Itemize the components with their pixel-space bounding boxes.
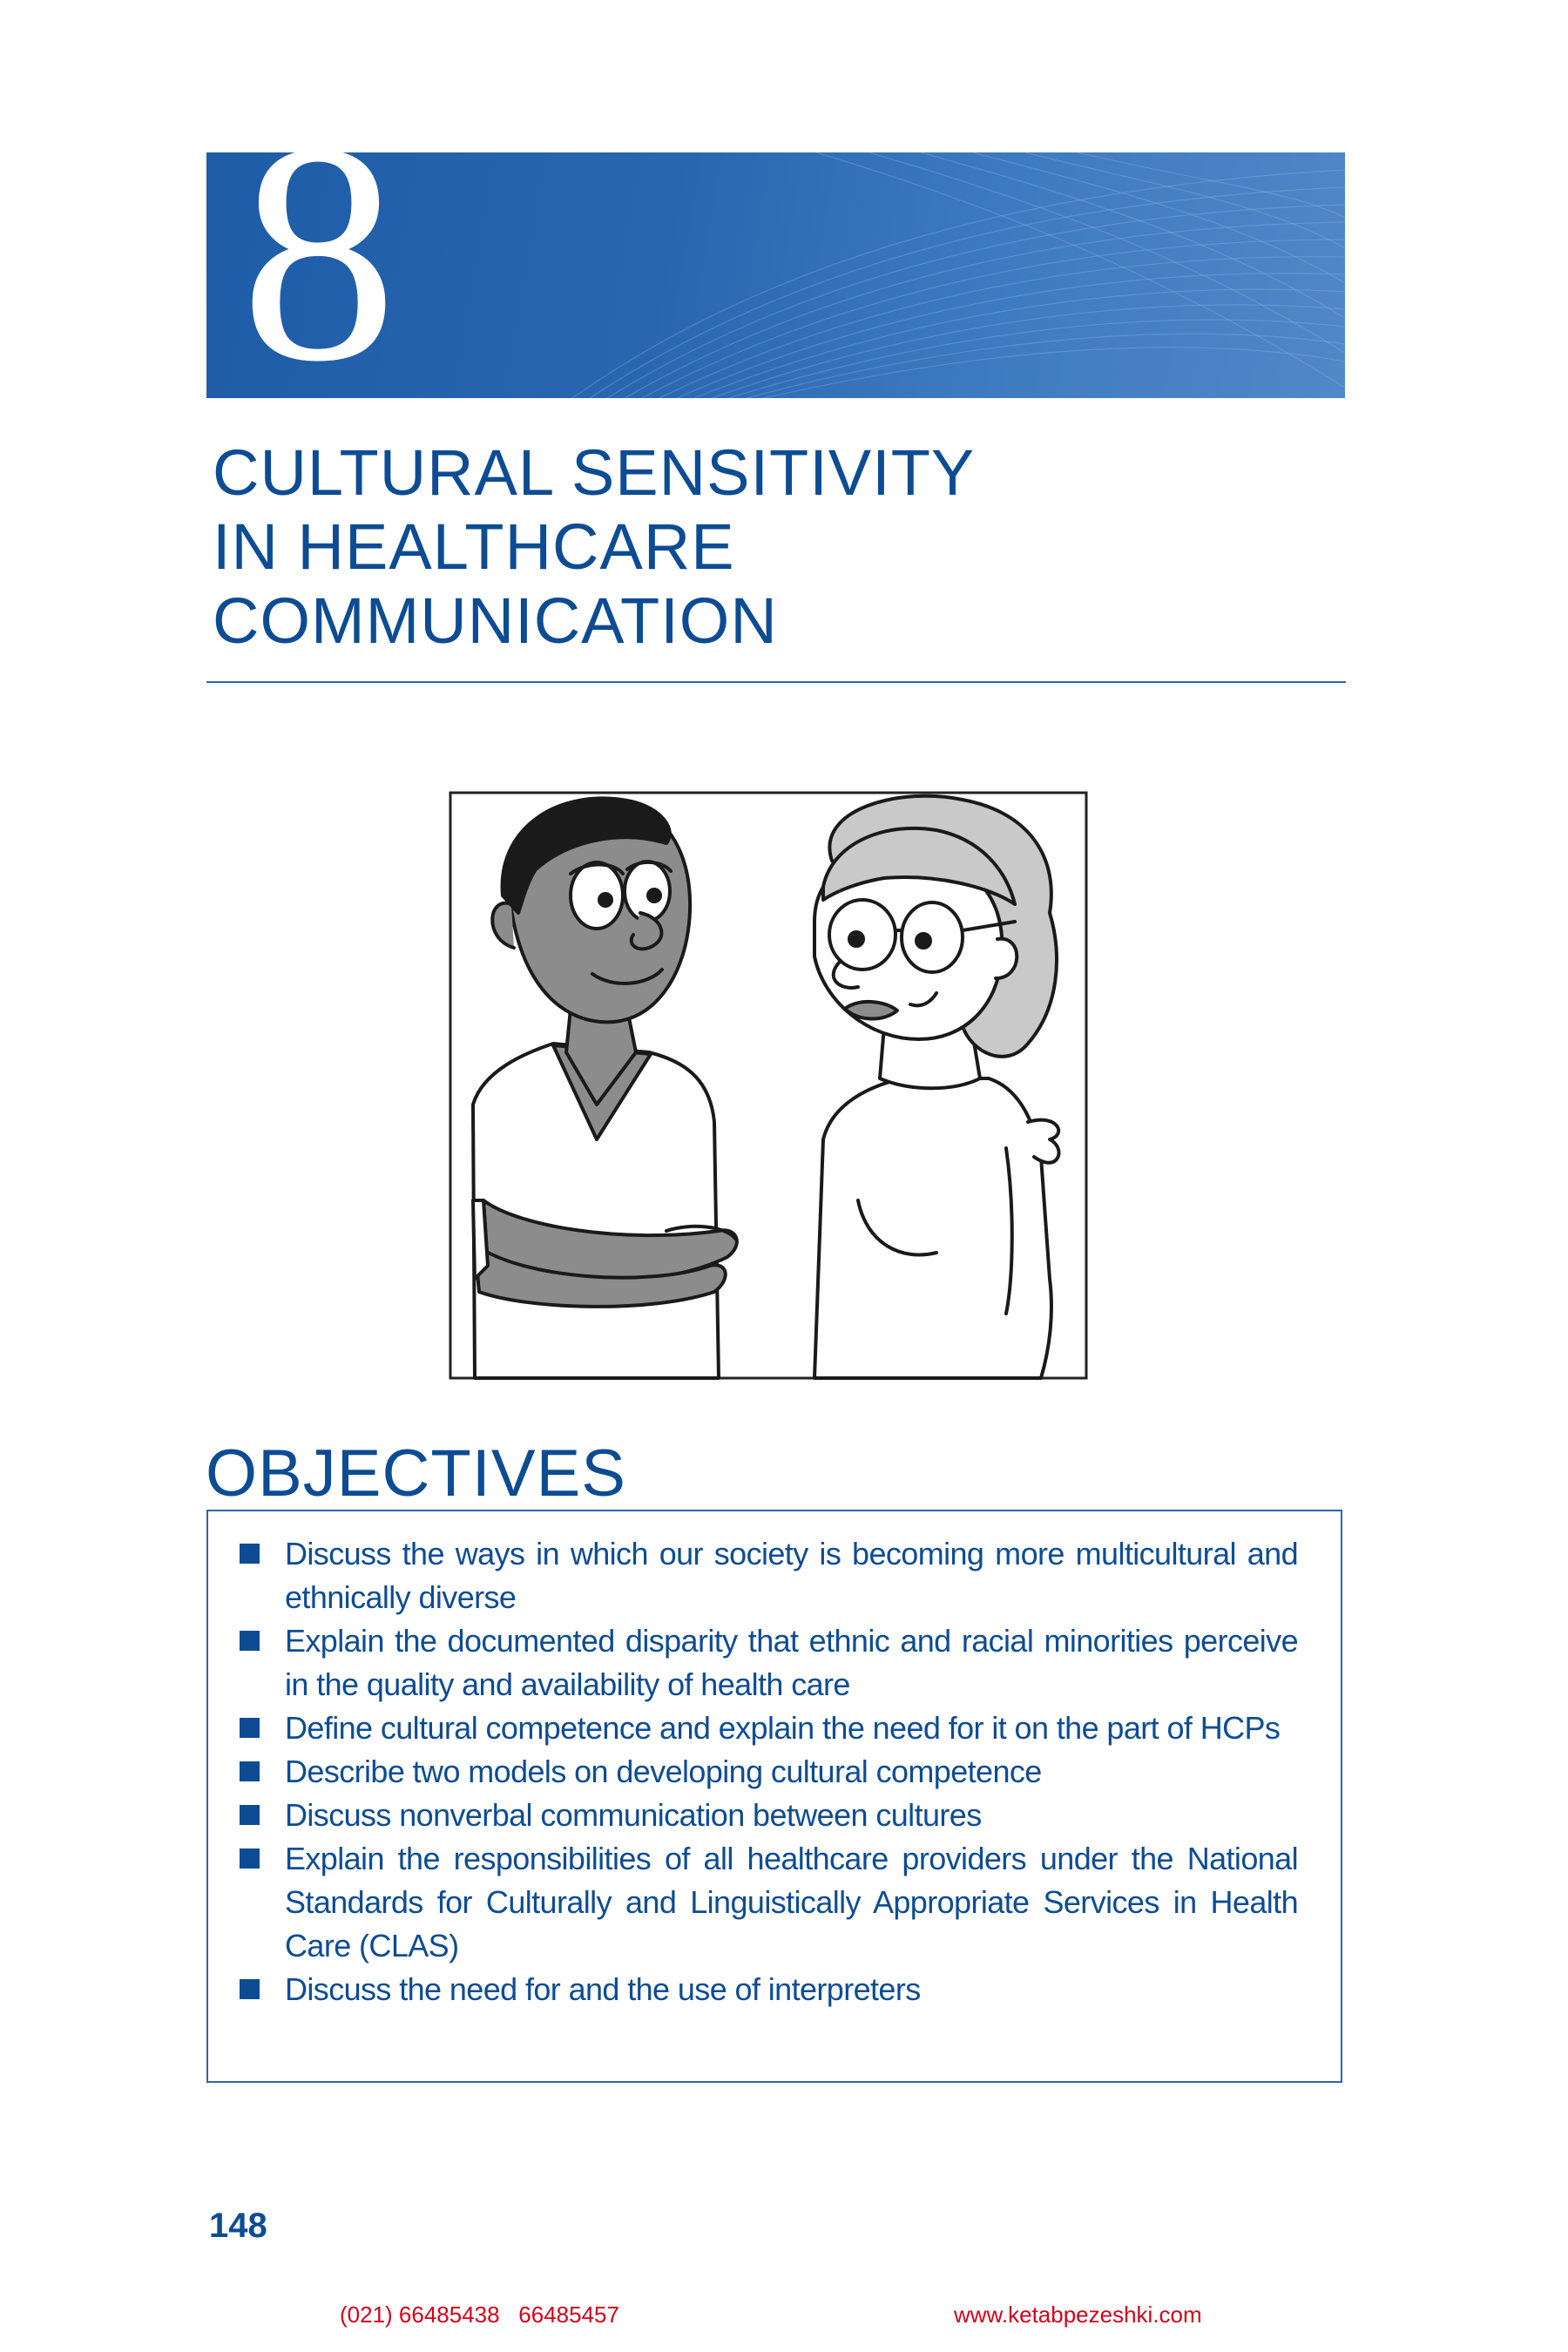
objectives-box bbox=[206, 1510, 1342, 2083]
objective-text: Discuss the need for and the use of interpreters bbox=[285, 1971, 921, 2007]
objectives-heading: OBJECTIVES bbox=[206, 1436, 626, 1511]
objective-text: Explain the responsibilities of all healthcare providers under the National Standards for Culturally and Linguistically Appropriate Services in Health Care (CLAS) bbox=[285, 1841, 1298, 1963]
footer-website-link[interactable]: www.ketabpezeshki.com bbox=[954, 2301, 1202, 2328]
square-bullet-icon bbox=[240, 1544, 260, 1564]
square-bullet-icon bbox=[240, 1761, 260, 1781]
objective-item bbox=[240, 1750, 1298, 1794]
objective-item bbox=[240, 1707, 1298, 1750]
objective-text: Describe two models on developing cultural competence bbox=[285, 1754, 1042, 1789]
objective-item bbox=[240, 1532, 1298, 1619]
objective-text: Discuss nonverbal communication between cultures bbox=[285, 1797, 982, 1833]
objective-item bbox=[240, 1794, 1298, 1837]
square-bullet-icon bbox=[240, 1631, 260, 1651]
objective-text: Discuss the ways in which our society is becoming more multicultural and ethnically diverse bbox=[285, 1536, 1298, 1615]
chapter-title bbox=[213, 436, 1345, 658]
footer-phone: (021) 66485438 66485457 bbox=[340, 2301, 619, 2328]
objective-item bbox=[240, 1968, 1298, 2011]
square-bullet-icon bbox=[240, 1718, 260, 1738]
square-bullet-icon bbox=[240, 1979, 260, 1999]
objective-text: Explain the documented disparity that ethnic and racial minorities perceive in the quality and availability of health care bbox=[285, 1623, 1298, 1702]
objective-item bbox=[240, 1837, 1298, 1968]
chapter-illustration bbox=[449, 791, 1088, 1380]
title-divider bbox=[206, 681, 1346, 683]
chapter-title-line: CULTURAL SENSITIVITY bbox=[213, 436, 976, 509]
square-bullet-icon bbox=[240, 1805, 260, 1825]
objective-text: Define cultural competence and explain the need for it on the part of HCPs bbox=[285, 1710, 1281, 1746]
page-number: 148 bbox=[209, 2207, 267, 2245]
chapter-title-line: COMMUNICATION bbox=[213, 585, 778, 657]
square-bullet-icon bbox=[240, 1848, 260, 1869]
chapter-number: 8 bbox=[240, 105, 397, 401]
objectives-list bbox=[240, 1532, 1298, 2011]
chapter-title-line: IN HEALTHCARE bbox=[213, 510, 735, 583]
objective-item bbox=[240, 1619, 1298, 1707]
